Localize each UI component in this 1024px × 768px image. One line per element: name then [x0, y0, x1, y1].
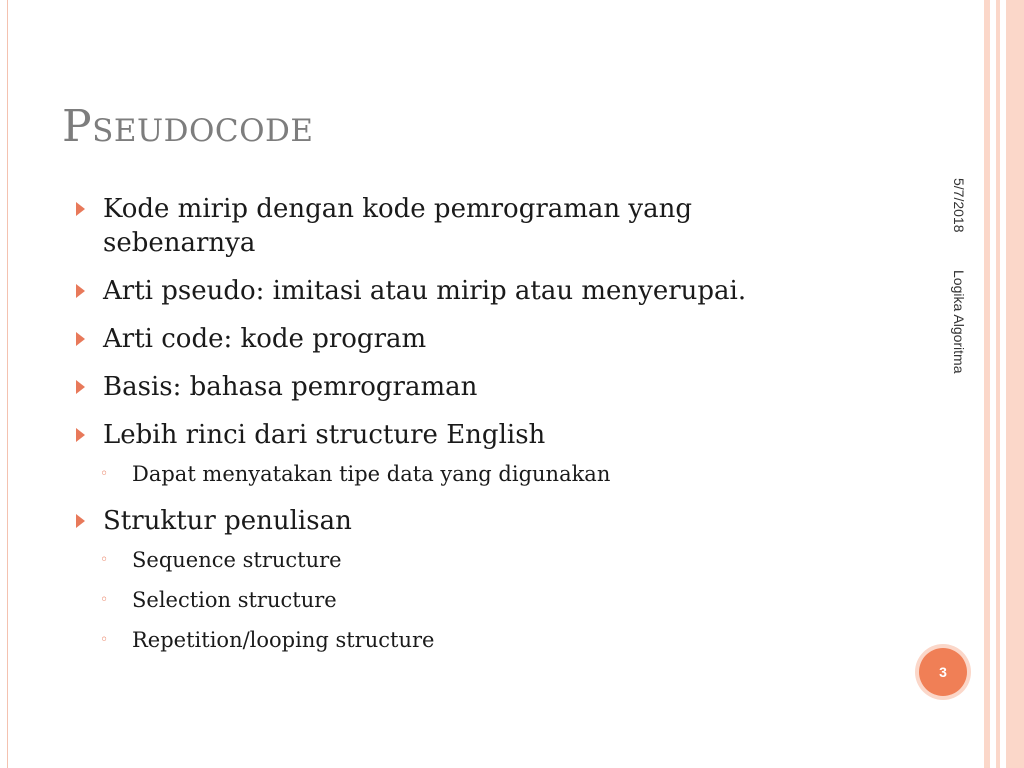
slide-title: Pseudocode — [62, 101, 314, 152]
bullet-item — [72, 274, 832, 308]
bullet-item — [72, 504, 832, 538]
triangle-right-icon — [76, 428, 85, 442]
sub-bullet-item — [72, 626, 832, 654]
circle-bullet-icon: ◦ — [100, 632, 109, 648]
bullet-item — [72, 370, 832, 404]
bullet-item — [72, 322, 832, 356]
triangle-right-icon — [76, 514, 85, 528]
page-number: 3 — [939, 664, 947, 680]
sub-bullet-item — [72, 586, 832, 614]
sub-bullet-item — [72, 546, 832, 574]
sub-bullet-text: Sequence structure — [132, 548, 342, 572]
stripe — [996, 0, 1000, 768]
circle-bullet-icon: ◦ — [100, 592, 109, 608]
stripe — [1006, 0, 1024, 768]
triangle-right-icon — [76, 284, 85, 298]
right-decoration-stripes — [984, 0, 1024, 768]
sub-bullet-text: Selection structure — [132, 588, 337, 612]
bullet-text: Arti pseudo: imitasi atau mirip atau menyerupai. — [103, 276, 747, 306]
page-number-badge — [919, 648, 967, 696]
course-name: Logika Algoritma — [951, 270, 967, 374]
bullet-list — [72, 192, 832, 666]
sub-bullet-text: Dapat menyatakan tipe data yang digunakan — [132, 462, 611, 486]
sub-bullet-item — [72, 460, 832, 488]
bullet-item — [72, 418, 832, 452]
circle-bullet-icon: ◦ — [100, 552, 109, 568]
slide-date: 5/7/2018 — [951, 178, 967, 233]
left-border-line — [7, 0, 8, 768]
sub-bullet-text: Repetition/looping structure — [132, 628, 435, 652]
bullet-text: Basis: bahasa pemrograman — [103, 372, 478, 402]
circle-bullet-icon: ◦ — [100, 466, 109, 482]
bullet-item — [72, 192, 832, 260]
triangle-right-icon — [76, 380, 85, 394]
bullet-text: Struktur penulisan — [103, 506, 352, 536]
stripe — [984, 0, 990, 768]
triangle-right-icon — [76, 202, 85, 216]
bullet-text: Arti code: kode program — [103, 324, 427, 354]
triangle-right-icon — [76, 332, 85, 346]
bullet-text: Lebih rinci dari structure English — [103, 420, 546, 450]
bullet-text: Kode mirip dengan kode pemrograman yang sebenarnya — [103, 194, 693, 258]
